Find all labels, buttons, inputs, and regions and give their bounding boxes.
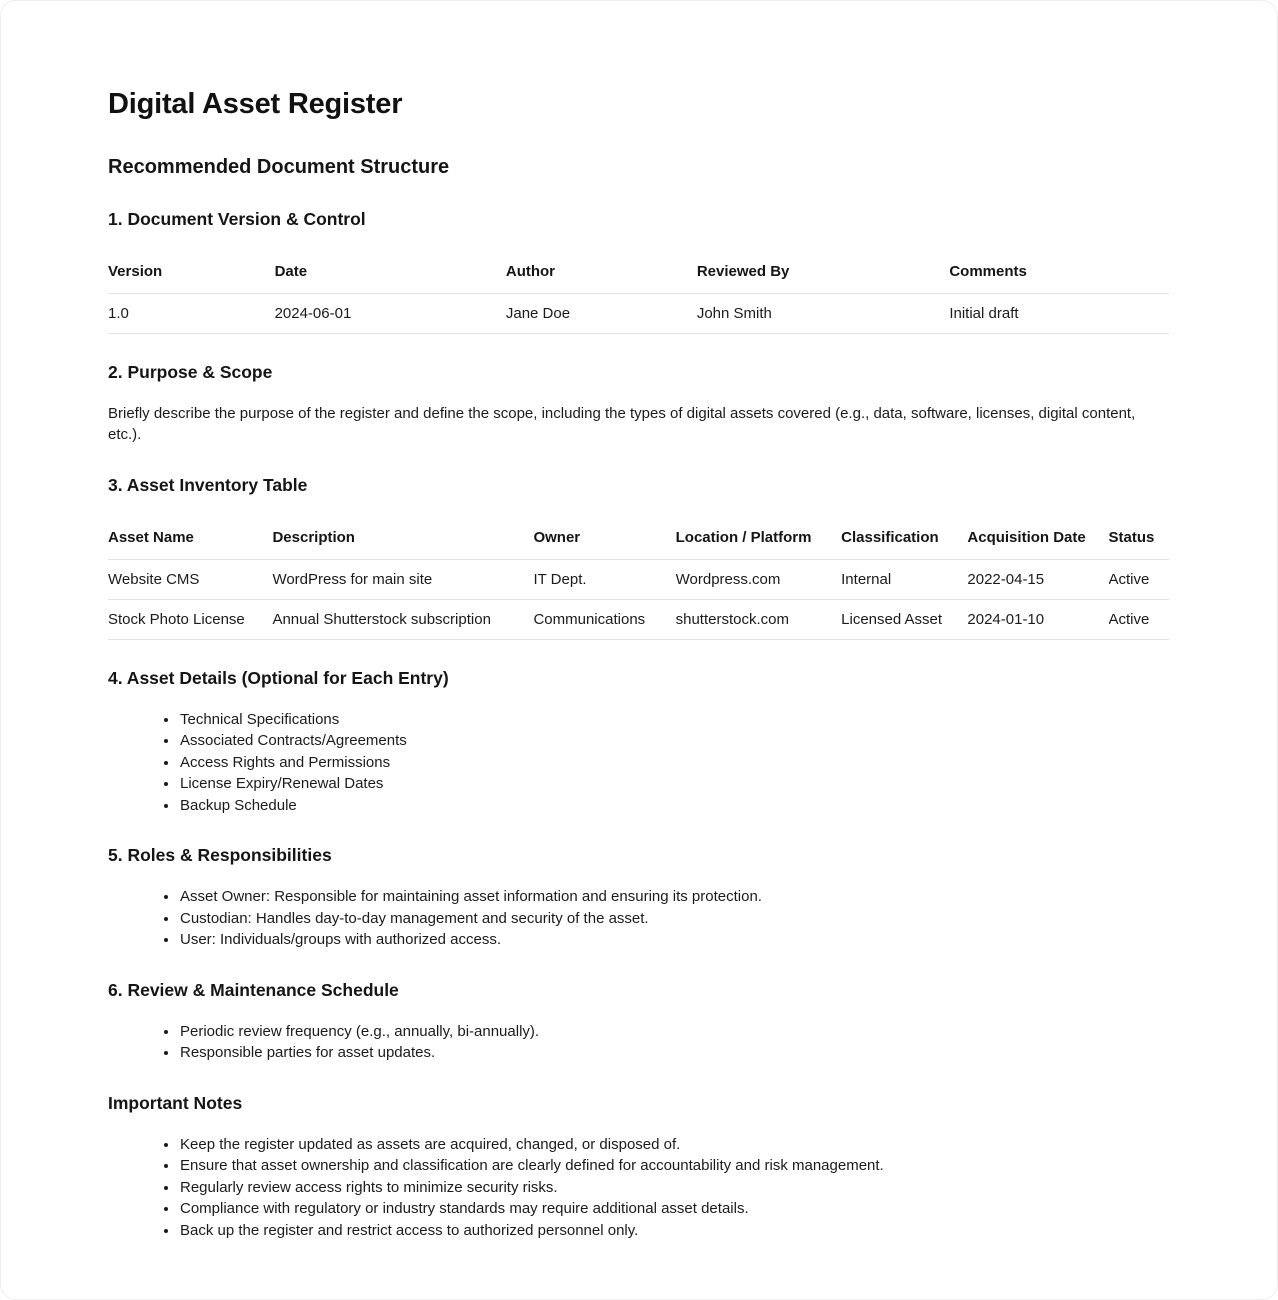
list-item: • Ensure that asset ownership and classification are clearly defined for accountability and risk management. [179,1155,1169,1177]
column-header-status: Status [1109,516,1170,560]
section-heading-purpose-scope: 2. Purpose & Scope [108,361,273,382]
cell-classification: Licensed Asset [841,599,967,639]
column-header-version: Version [108,250,275,294]
cell-classification: Internal [841,559,967,599]
cell-date: 2024-06-01 [275,293,506,333]
list-item: • Backup Schedule [179,795,1169,817]
column-header-acquisition-date: Acquisition Date [967,516,1108,560]
cell-status: Active [1109,599,1170,639]
cell-owner: IT Dept. [533,559,675,599]
column-header-owner: Owner [533,516,675,560]
cell-location-platform: Wordpress.com [676,559,842,599]
version-control-table [108,250,1169,334]
list-item: • Periodic review frequency (e.g., annually, bi-annually). [179,1021,1169,1043]
list-item: • Regularly review access rights to minimize security risks. [179,1177,1169,1199]
section-heading-asset-details: 4. Asset Details (Optional for Each Entry) [108,667,449,688]
cell-owner: Communications [533,599,675,639]
list-item: • Responsible parties for asset updates. [179,1042,1169,1064]
list-item: • Back up the register and restrict access to authorized personnel only. [179,1220,1169,1242]
section-heading-review-maintenance: 6. Review & Maintenance Schedule [108,979,399,1000]
cell-description: Annual Shutterstock subscription [272,599,533,639]
table-row [108,559,1169,599]
cell-reviewed-by: John Smith [697,293,950,333]
page-title: Digital Asset Register [108,88,403,120]
list-item: • Technical Specifications [179,709,1169,731]
section-heading-version-control: 1. Document Version & Control [108,208,366,229]
column-header-classification: Classification [841,516,967,560]
cell-description: WordPress for main site [272,559,533,599]
asset-inventory-table [108,516,1169,640]
cell-author: Jane Doe [506,293,697,333]
list-item: • Access Rights and Permissions [179,752,1169,774]
section-heading-roles-responsibilities: 5. Roles & Responsibilities [108,845,332,866]
column-header-location-platform: Location / Platform [676,516,842,560]
column-header-comments: Comments [949,250,1169,294]
table-row [108,599,1169,639]
cell-location-platform: shutterstock.com [676,599,842,639]
cell-version: 1.0 [108,293,275,333]
list-item: • Asset Owner: Responsible for maintaining asset information and ensuring its protection. [179,886,1169,908]
cell-asset-name: Stock Photo License [108,599,272,639]
inventory-table-header-row [108,516,1169,560]
cell-acquisition-date: 2022-04-15 [967,559,1108,599]
cell-status: Active [1109,559,1170,599]
column-header-asset-name: Asset Name [108,516,272,560]
column-header-reviewed-by: Reviewed By [697,250,950,294]
important-notes-list [108,1134,1169,1242]
purpose-scope-paragraph: Briefly describe the purpose of the register and define the scope, including the types of digital assets covered (e.g., data, software, licenses, digital content, etc.). [108,404,1136,443]
cell-asset-name: Website CMS [108,559,272,599]
column-header-date: Date [275,250,506,294]
roles-responsibilities-list [108,886,1169,951]
list-item: • Associated Contracts/Agreements [179,730,1169,752]
section-heading-asset-inventory: 3. Asset Inventory Table [108,474,308,495]
list-item: • User: Individuals/groups with authorized access. [179,929,1169,951]
doc-subtitle: Recommended Document Structure [108,155,450,178]
section-heading-important-notes: Important Notes [108,1092,243,1113]
list-item: • License Expiry/Renewal Dates [179,773,1169,795]
cell-comments: Initial draft [949,293,1169,333]
cell-acquisition-date: 2024-01-10 [967,599,1108,639]
version-table-header-row [108,250,1169,294]
column-header-author: Author [506,250,697,294]
column-header-description: Description [272,516,533,560]
list-item: • Custodian: Handles day-to-day management and security of the asset. [179,908,1169,930]
asset-details-list [108,709,1169,817]
list-item: • Keep the register updated as assets are acquired, changed, or disposed of. [179,1134,1169,1156]
list-item: • Compliance with regulatory or industry standards may require additional asset details. [179,1198,1169,1220]
table-row [108,293,1169,333]
review-maintenance-list [108,1021,1169,1064]
